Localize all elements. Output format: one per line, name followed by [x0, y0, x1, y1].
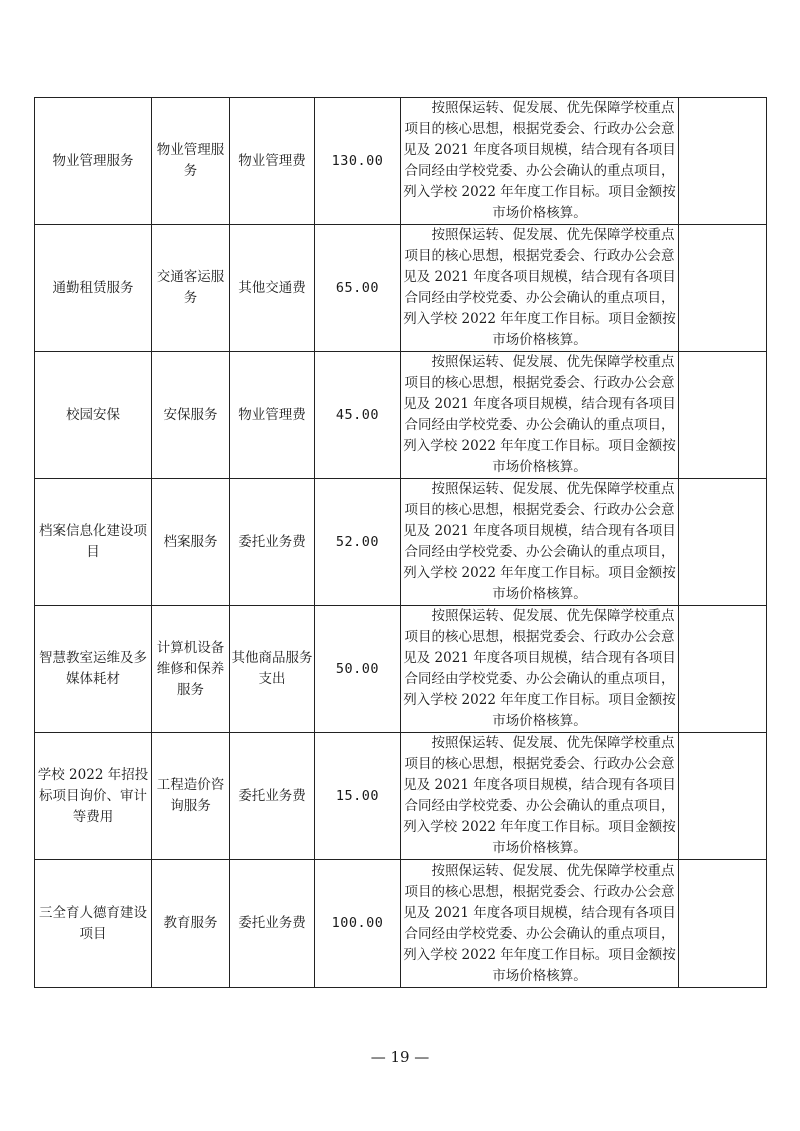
economic-class-cell: 委托业务费	[230, 860, 315, 988]
procurement-category-cell: 教育服务	[152, 860, 230, 988]
project-name-cell: 通勤租赁服务	[35, 225, 152, 352]
page-number: — 19 —	[370, 1048, 430, 1066]
basis-text: 按照保运转、促发展、优先保障学校重点项目的核心思想，根据党委会、行政办公会意见及 2021 年度各项目规模，结合现有各项目合同经由学校党委、办公会确认的重点项目，列入学校 2022 年年度工作目标。项目金额按市场价格核算。	[403, 862, 676, 984]
project-name-cell: 物业管理服务	[35, 98, 152, 225]
table-row	[35, 98, 767, 225]
procurement-category-cell: 安保服务	[152, 352, 230, 479]
basis-text: 按照保运转、促发展、优先保障学校重点项目的核心思想，根据党委会、行政办公会意见及 2021 年度各项目规模，结合现有各项目合同经由学校党委、办公会确认的重点项目，列入学校 2022 年年度工作目标。项目金额按市场价格核算。	[403, 354, 676, 475]
table-row	[35, 352, 767, 479]
basis-cell	[401, 225, 679, 352]
note-cell	[679, 225, 767, 352]
project-name-cell: 三全育人德育建设项目	[35, 860, 152, 988]
basis-cell	[401, 98, 679, 225]
procurement-category-cell: 工程造价咨询服务	[152, 733, 230, 860]
amount-cell: 15.00	[315, 733, 401, 860]
amount-cell: 65.00	[315, 225, 401, 352]
note-cell	[679, 479, 767, 606]
table-row	[35, 733, 767, 860]
table-row	[35, 860, 767, 988]
table-row	[35, 606, 767, 733]
amount-cell: 52.00	[315, 479, 401, 606]
note-cell	[679, 733, 767, 860]
economic-class-cell: 物业管理费	[230, 98, 315, 225]
table-row	[35, 479, 767, 606]
project-name-cell: 档案信息化建设项目	[35, 479, 152, 606]
project-name-cell: 智慧教室运维及多媒体耗材	[35, 606, 152, 733]
basis-text: 按照保运转、促发展、优先保障学校重点项目的核心思想，根据党委会、行政办公会意见及 2021 年度各项目规模，结合现有各项目合同经由学校党委、办公会确认的重点项目，列入学校 2022 年年度工作目标。项目金额按市场价格核算。	[403, 735, 676, 856]
basis-text: 按照保运转、促发展、优先保障学校重点项目的核心思想，根据党委会、行政办公会意见及 2021 年度各项目规模，结合现有各项目合同经由学校党委、办公会确认的重点项目，列入学校 2022 年年度工作目标。项目金额按市场价格核算。	[403, 227, 676, 348]
economic-class-cell: 物业管理费	[230, 352, 315, 479]
amount-cell: 50.00	[315, 606, 401, 733]
note-cell	[679, 606, 767, 733]
project-name-cell: 校园安保	[35, 352, 152, 479]
procurement-category-cell: 物业管理服务	[152, 98, 230, 225]
economic-class-cell: 其他交通费	[230, 225, 315, 352]
basis-cell	[401, 479, 679, 606]
economic-class-cell: 委托业务费	[230, 733, 315, 860]
amount-cell: 45.00	[315, 352, 401, 479]
note-cell	[679, 98, 767, 225]
procurement-category-cell: 交通客运服务	[152, 225, 230, 352]
procurement-table	[34, 97, 767, 988]
basis-text: 按照保运转、促发展、优先保障学校重点项目的核心思想，根据党委会、行政办公会意见及 2021 年度各项目规模，结合现有各项目合同经由学校党委、办公会确认的重点项目，列入学校 2022 年年度工作目标。项目金额按市场价格核算。	[403, 100, 676, 221]
amount-cell: 130.00	[315, 98, 401, 225]
basis-cell	[401, 352, 679, 479]
note-cell	[679, 352, 767, 479]
procurement-category-cell: 计算机设备维修和保养服务	[152, 606, 230, 733]
table-body	[35, 98, 767, 988]
basis-cell	[401, 733, 679, 860]
amount-cell: 100.00	[315, 860, 401, 988]
procurement-category-cell: 档案服务	[152, 479, 230, 606]
economic-class-cell: 其他商品服务支出	[230, 606, 315, 733]
basis-cell	[401, 860, 679, 988]
project-name-cell: 学校 2022 年招投标项目询价、审计等费用	[35, 733, 152, 860]
table-row	[35, 225, 767, 352]
basis-text: 按照保运转、促发展、优先保障学校重点项目的核心思想，根据党委会、行政办公会意见及 2021 年度各项目规模，结合现有各项目合同经由学校党委、办公会确认的重点项目，列入学校 2022 年年度工作目标。项目金额按市场价格核算。	[403, 481, 676, 602]
basis-text: 按照保运转、促发展、优先保障学校重点项目的核心思想，根据党委会、行政办公会意见及 2021 年度各项目规模，结合现有各项目合同经由学校党委、办公会确认的重点项目，列入学校 2022 年年度工作目标。项目金额按市场价格核算。	[403, 608, 676, 729]
note-cell	[679, 860, 767, 988]
basis-cell	[401, 606, 679, 733]
economic-class-cell: 委托业务费	[230, 479, 315, 606]
